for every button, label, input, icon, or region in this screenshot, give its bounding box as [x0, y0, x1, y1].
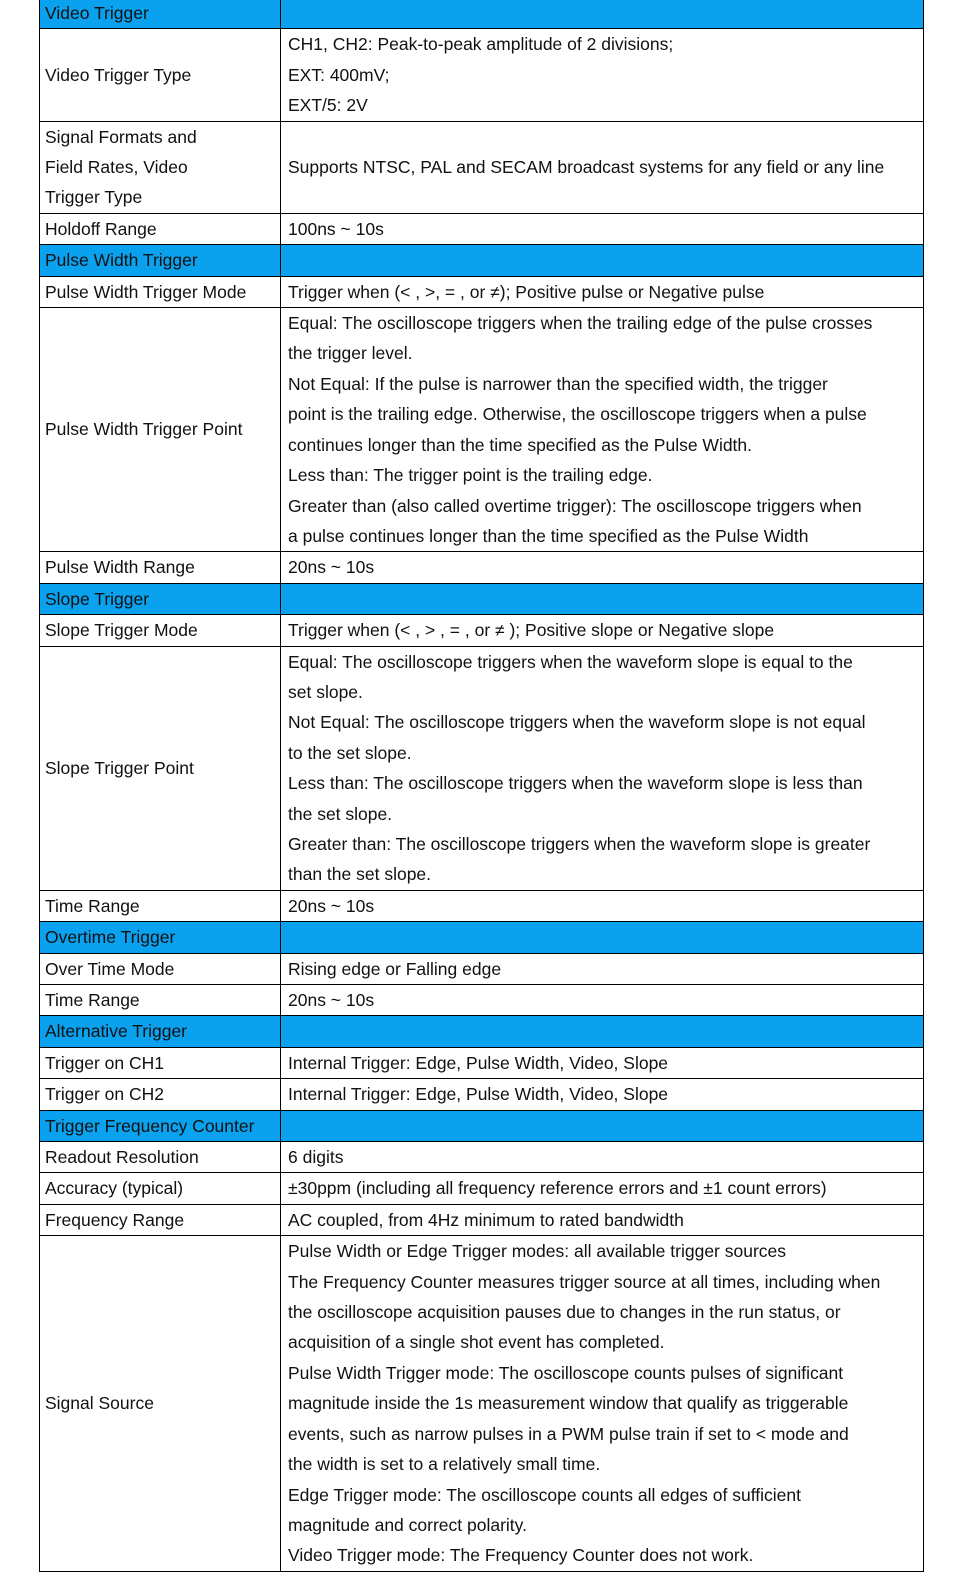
spec-value-line: the width is set to a relatively small time. [288, 1454, 601, 1475]
spec-label: Trigger on CH1 [40, 1047, 281, 1078]
spec-value-line: Greater than (also called overtime trigger): The oscilloscope triggers when [288, 495, 862, 516]
section-title: Trigger Frequency Counter [40, 1110, 281, 1141]
section-header-empty-cell [281, 583, 924, 614]
section-header-row [40, 1110, 924, 1141]
spec-value-line: Edge Trigger mode: The oscilloscope counts all edges of sufficient [288, 1484, 801, 1505]
spec-row [40, 276, 924, 307]
spec-label: Holdoff Range [40, 213, 281, 244]
spec-row [40, 615, 924, 646]
spec-value [281, 615, 924, 646]
spec-value-line: Not Equal: The oscilloscope triggers when the waveform slope is not equal [288, 712, 866, 733]
section-title: Slope Trigger [40, 583, 281, 614]
spec-value-line: Trigger when (< , > , = , or ≠ ); Positive slope or Negative slope [288, 620, 775, 641]
spec-value [281, 29, 924, 121]
spec-label-line: Trigger Type [45, 187, 143, 208]
spec-row [40, 985, 924, 1016]
spec-value-line: Equal: The oscilloscope triggers when the trailing edge of the pulse crosses [288, 313, 873, 334]
spec-label: Readout Resolution [40, 1142, 281, 1173]
spec-value-line: AC coupled, from 4Hz minimum to rated bandwidth [288, 1209, 684, 1230]
spec-value [281, 213, 924, 244]
section-header-empty-cell [281, 1110, 924, 1141]
spec-value-line: Rising edge or Falling edge [288, 958, 502, 979]
section-header-row [40, 922, 924, 953]
spec-row [40, 890, 924, 921]
spec-label: Slope Trigger Point [40, 646, 281, 890]
spec-row [40, 1142, 924, 1173]
spec-value-line: Less than: The oscilloscope triggers when the waveform slope is less than [288, 773, 863, 794]
spec-label: Time Range [40, 890, 281, 921]
spec-value [281, 953, 924, 984]
spec-row [40, 121, 924, 213]
spec-value [281, 1079, 924, 1110]
section-title: Alternative Trigger [40, 1016, 281, 1047]
spec-value-line: events, such as narrow pulses in a PWM pulse train if set to < mode and [288, 1423, 849, 1444]
spec-value-line: a pulse continues longer than the time specified as the Pulse Width [288, 525, 809, 546]
spec-value-line: CH1, CH2: Peak-to-peak amplitude of 2 divisions; [288, 34, 674, 55]
spec-value-line: the oscilloscope acquisition pauses due to changes in the run status, or [288, 1302, 841, 1323]
spec-value-line: Not Equal: If the pulse is narrower than the specified width, the trigger [288, 373, 828, 394]
spec-value-line: point is the trailing edge. Otherwise, the oscilloscope triggers when a pulse [288, 404, 867, 425]
spec-label: Pulse Width Trigger Point [40, 308, 281, 552]
spec-row [40, 213, 924, 244]
spec-value-line: Greater than: The oscilloscope triggers when the waveform slope is greater [288, 833, 871, 854]
section-header-row [40, 1016, 924, 1047]
spec-row [40, 552, 924, 583]
spec-value-line: Trigger when (< , >, = , or ≠); Positive pulse or Negative pulse [288, 281, 765, 302]
spec-value-line: magnitude inside the 1s measurement window that qualify as triggerable [288, 1393, 849, 1414]
spec-value-line: than the set slope. [288, 864, 432, 885]
spec-row [40, 1173, 924, 1204]
spec-row [40, 1079, 924, 1110]
spec-value-line: 100ns ~ 10s [288, 218, 384, 239]
spec-table-body [40, 0, 924, 1571]
spec-value-line: Internal Trigger: Edge, Pulse Width, Video, Slope [288, 1052, 669, 1073]
spec-label: Signal Source [40, 1236, 281, 1571]
spec-value-line: EXT: 400mV; [288, 64, 390, 85]
spec-value-line: ±30ppm (including all frequency reference errors and ±1 count errors) [288, 1178, 827, 1199]
section-title: Video Trigger [40, 0, 281, 29]
spec-label [40, 121, 281, 213]
section-header-empty-cell [281, 245, 924, 276]
spec-row [40, 1204, 924, 1235]
spec-value-line: 6 digits [288, 1147, 344, 1168]
spec-value-line: magnitude and correct polarity. [288, 1514, 527, 1535]
spec-value-line: Less than: The trigger point is the trailing edge. [288, 465, 653, 486]
spec-value-line: EXT/5: 2V [288, 95, 368, 116]
spec-row [40, 1236, 924, 1571]
spec-value-line: acquisition of a single shot event has completed. [288, 1332, 665, 1353]
spec-row [40, 29, 924, 121]
spec-label: Slope Trigger Mode [40, 615, 281, 646]
spec-label-line: Field Rates, Video [45, 157, 188, 178]
spec-label: Frequency Range [40, 1204, 281, 1235]
spec-row [40, 1047, 924, 1078]
spec-row [40, 308, 924, 552]
spec-value [281, 1142, 924, 1173]
spec-label: Pulse Width Range [40, 552, 281, 583]
spec-value [281, 1047, 924, 1078]
spec-value [281, 121, 924, 213]
spec-value [281, 985, 924, 1016]
spec-value [281, 276, 924, 307]
spec-label: Pulse Width Trigger Mode [40, 276, 281, 307]
spec-value [281, 646, 924, 890]
section-header-row [40, 583, 924, 614]
spec-value-line: Internal Trigger: Edge, Pulse Width, Video, Slope [288, 1084, 669, 1105]
spec-row [40, 953, 924, 984]
spec-value-line: the set slope. [288, 803, 393, 824]
section-header-empty-cell [281, 1016, 924, 1047]
spec-label: Over Time Mode [40, 953, 281, 984]
spec-value-line: 20ns ~ 10s [288, 557, 375, 578]
spec-label: Video Trigger Type [40, 29, 281, 121]
spec-value-line: Equal: The oscilloscope triggers when the waveform slope is equal to the [288, 651, 853, 672]
spec-value-line: 20ns ~ 10s [288, 990, 375, 1010]
spec-value-line: Pulse Width or Edge Trigger modes: all available trigger sources [288, 1241, 787, 1262]
spec-value [281, 1236, 924, 1571]
spec-label: Trigger on CH2 [40, 1079, 281, 1110]
section-header-row [40, 245, 924, 276]
spec-value-line: 20ns ~ 10s [288, 895, 375, 916]
spec-table [39, 0, 924, 1572]
spec-value [281, 308, 924, 552]
spec-value-line: Pulse Width Trigger mode: The oscilloscope counts pulses of significant [288, 1362, 844, 1383]
section-header-empty-cell [281, 0, 924, 29]
spec-value-line: to the set slope. [288, 742, 412, 763]
spec-value [281, 1204, 924, 1235]
section-header-empty-cell [281, 922, 924, 953]
spec-label: Accuracy (typical) [40, 1173, 281, 1204]
spec-value-line: Video Trigger mode: The Frequency Counter does not work. [288, 1545, 754, 1566]
spec-label-line: Signal Formats and [45, 126, 197, 147]
section-header-row [40, 0, 924, 29]
spec-value [281, 552, 924, 583]
section-title: Overtime Trigger [40, 922, 281, 953]
spec-value-line: The Frequency Counter measures trigger source at all times, including when [288, 1271, 881, 1292]
spec-value [281, 1173, 924, 1204]
spec-value-line: continues longer than the time specified as the Pulse Width. [288, 434, 753, 455]
spec-value-line: Supports NTSC, PAL and SECAM broadcast systems for any field or any line [288, 157, 885, 178]
spec-row [40, 646, 924, 890]
spec-value-line: set slope. [288, 681, 363, 702]
spec-value [281, 890, 924, 921]
spec-label: Time Range [40, 985, 281, 1016]
spec-value-line: the trigger level. [288, 343, 413, 364]
section-title: Pulse Width Trigger [40, 245, 281, 276]
